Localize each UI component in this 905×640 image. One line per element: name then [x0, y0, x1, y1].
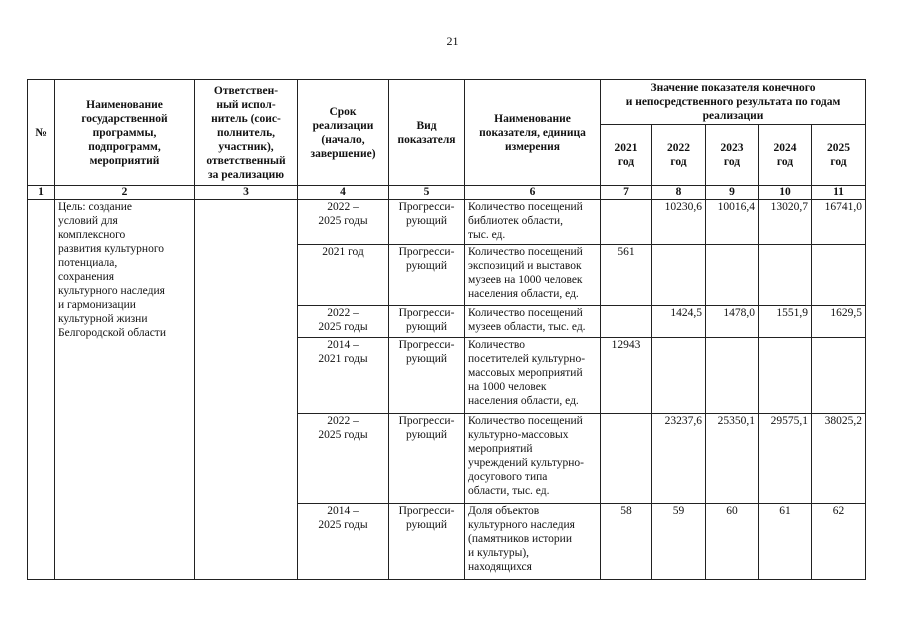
- header-indicator-name: Наименование показателя, единица измерения: [465, 80, 601, 186]
- indicator-name-cell: Количество посещений экспозиций и выставок музеев на 1000 человек населения области, ед.: [465, 245, 601, 306]
- row-number-cell: [28, 200, 55, 580]
- column-number: 5: [389, 186, 465, 200]
- value-cell: [601, 306, 652, 338]
- value-cell: 16741,0: [812, 200, 866, 245]
- value-cell: [759, 245, 812, 306]
- value-cell: 58: [601, 504, 652, 580]
- column-number: 1: [28, 186, 55, 200]
- period-cell: 2014 – 2025 годы: [298, 504, 389, 580]
- value-cell: 13020,7: [759, 200, 812, 245]
- column-number: 6: [465, 186, 601, 200]
- header-year: 2021 год: [601, 125, 652, 186]
- table-row: [28, 200, 866, 245]
- indicator-name-cell: Доля объектов культурного наследия (памятников истории и культуры), находящихся: [465, 504, 601, 580]
- indicator-type-cell: Прогресси- рующий: [389, 504, 465, 580]
- value-cell: [601, 414, 652, 504]
- value-cell: 61: [759, 504, 812, 580]
- header-responsible: Ответствен- ный испол- нитель (соис- полнитель, участник), ответственный за реализацию: [195, 80, 298, 186]
- column-number: 7: [601, 186, 652, 200]
- value-cell: 561: [601, 245, 652, 306]
- header-year: 2025 год: [812, 125, 866, 186]
- column-number: 11: [812, 186, 866, 200]
- program-name-cell: Цель: создание условий для комплексного развития культурного потенциала, сохранения культурного наследия и гармонизации культурной жизни Белгородской области: [55, 200, 195, 580]
- value-cell: [759, 338, 812, 414]
- value-cell: 1424,5: [652, 306, 706, 338]
- value-cell: 1551,9: [759, 306, 812, 338]
- value-cell: [706, 338, 759, 414]
- header-indicator-type: Вид показателя: [389, 80, 465, 186]
- value-cell: 10230,6: [652, 200, 706, 245]
- value-cell: [601, 200, 652, 245]
- value-cell: [706, 245, 759, 306]
- page-number: 21: [446, 34, 459, 48]
- column-numbers-row: [28, 186, 866, 200]
- column-number: 8: [652, 186, 706, 200]
- value-cell: [812, 338, 866, 414]
- indicator-type-cell: Прогресси- рующий: [389, 245, 465, 306]
- period-cell: 2021 год: [298, 245, 389, 306]
- value-cell: 62: [812, 504, 866, 580]
- indicator-name-cell: Количество посетителей культурно- массовых мероприятий на 1000 человек населения области, ед.: [465, 338, 601, 414]
- column-number: 9: [706, 186, 759, 200]
- value-cell: 29575,1: [759, 414, 812, 504]
- header-number: №: [28, 80, 55, 186]
- value-cell: 38025,2: [812, 414, 866, 504]
- responsible-cell: [195, 200, 298, 580]
- indicator-type-cell: Прогресси- рующий: [389, 200, 465, 245]
- period-cell: 2022 – 2025 годы: [298, 306, 389, 338]
- value-cell: 60: [706, 504, 759, 580]
- indicator-type-cell: Прогресси- рующий: [389, 306, 465, 338]
- header-period: Срок реализации (начало, завершение): [298, 80, 389, 186]
- header-values-group: Значение показателя конечного и непосредственного результата по годам реализации: [601, 80, 866, 125]
- value-cell: 59: [652, 504, 706, 580]
- indicator-name-cell: Количество посещений культурно-массовых мероприятий учреждений культурно- досугового типа области, тыс. ед.: [465, 414, 601, 504]
- indicators-table: [27, 79, 866, 580]
- value-cell: 1629,5: [812, 306, 866, 338]
- value-cell: 1478,0: [706, 306, 759, 338]
- header-year: 2023 год: [706, 125, 759, 186]
- column-number: 3: [195, 186, 298, 200]
- period-cell: 2022 – 2025 годы: [298, 414, 389, 504]
- column-number: 10: [759, 186, 812, 200]
- value-cell: [652, 245, 706, 306]
- value-cell: 12943: [601, 338, 652, 414]
- indicator-type-cell: Прогресси- рующий: [389, 338, 465, 414]
- indicator-name-cell: Количество посещений музеев области, тыс. ед.: [465, 306, 601, 338]
- value-cell: 10016,4: [706, 200, 759, 245]
- header-program-name: Наименование государственной программы, подпрограмм, мероприятий: [55, 80, 195, 186]
- value-cell: [652, 338, 706, 414]
- header-year: 2022 год: [652, 125, 706, 186]
- period-cell: 2022 – 2025 годы: [298, 200, 389, 245]
- value-cell: 23237,6: [652, 414, 706, 504]
- header-year: 2024 год: [759, 125, 812, 186]
- period-cell: 2014 – 2021 годы: [298, 338, 389, 414]
- indicator-type-cell: Прогресси- рующий: [389, 414, 465, 504]
- value-cell: 25350,1: [706, 414, 759, 504]
- column-number: 4: [298, 186, 389, 200]
- value-cell: [812, 245, 866, 306]
- indicator-name-cell: Количество посещений библиотек области, тыс. ед.: [465, 200, 601, 245]
- column-number: 2: [55, 186, 195, 200]
